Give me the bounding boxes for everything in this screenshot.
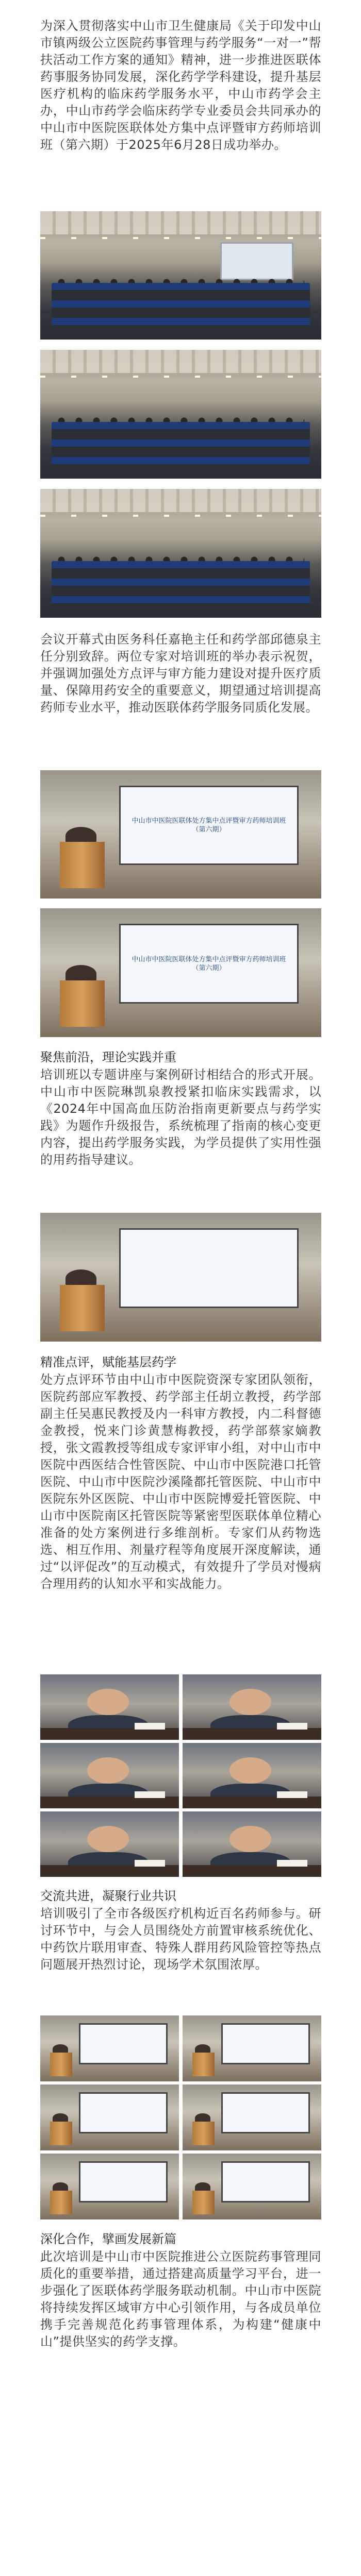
expert-photo-3	[40, 1743, 179, 1808]
presentation-photo-6	[183, 2154, 321, 2219]
expert-photo-1	[40, 1674, 179, 1740]
exchange-paragraph: 培训吸引了全市各级医疗机构近百名药师参与。研讨环节中，与会人员围绕处方前置审核系统优化、中药饮片联用审查、特殊人群用药风险管控等热点问题展开热烈讨论，现场学术氛围浓厚。	[40, 1906, 321, 1972]
future-paragraph: 此次培训是中山市中医院推进公立医院药事管理同质化的重要举措，通过搭建高质量学习平台，进一步强化了医联体药学服务联动机制。中山市中医院将持续发挥区域审方中心引领作用，与各成员单位携手完善规范化药事管理体系，为构建“健康中山”提供坚实的药学支撑。	[40, 2249, 321, 2349]
conference-hall-photo-1	[40, 211, 321, 340]
expert-photo-6	[183, 1811, 321, 1877]
expert-photo-4	[183, 1743, 321, 1808]
section-heading-exchange: 交流共进，凝聚行业共识	[40, 1889, 176, 1903]
theory-paragraph: 培训班以专题讲座与案例研讨相结合的形式开展。中山市中医院琳凯泉教授紧扣临床实践需求，以《2024年中国高血压防治指南更新要点与药学实践》为题作升级报告，系统梳理了指南的核心变更内容，提出药学服务实践，为学员提供了实用性强的用药指导建议。	[40, 1067, 321, 1167]
expert-photo-2	[183, 1674, 321, 1740]
presentation-photo-2	[183, 2015, 321, 2081]
slide-title: 中山市中医院医联体处方集中点评暨审方药师培训班（第六期）	[132, 817, 286, 834]
presentation-photo-1	[40, 2015, 179, 2081]
lecture-photo	[40, 1213, 321, 1342]
presentation-photo-4	[183, 2084, 321, 2150]
expert-photo-5	[40, 1811, 179, 1877]
review-paragraph: 处方点评环节由中山市中医院资深专家团队领衔，医院药部应军教授、药学部主任胡立教授，药学部副主任吴惠民教授及内一科审方教授，内二科督德金教授，悦来门诊黄慧梅教授，药学部蔡家嫡教授，张文霞教授等组成专家评审小组，对中山市中医院中西医结合性管医院、中山市中医院港口托管医院、中山市中医院沙溪隆都托管医院、中山市中医院东外区医院、中山市中医院博爱托管医院、中山市中医院南区托管医院等紧密型医联体单位精心准备的处方案例进行多维剖析。专家们从药物选选、相互作用、剂量疗程等角度展开深度解读，通过“以评促改”的互动模式，有效提升了学员对慢病合理用药的认知水平和实战能力。	[40, 1372, 321, 1591]
section-heading-future: 深化合作，擘画发展新篇	[40, 2232, 176, 2246]
section-heading-theory: 聚焦前沿，理论实践并重	[40, 1050, 176, 1064]
conference-hall-photo-2	[40, 350, 321, 479]
speech-photo-1	[40, 770, 321, 899]
speech-photo-2	[40, 908, 321, 1037]
section-heading-review: 精准点评，赋能基层药学	[40, 1355, 176, 1369]
slide-title: 中山市中医院医联体处方集中点评暨审方药师培训班（第六期）	[132, 955, 286, 972]
opening-paragraph: 会议开幕式由医务科任嘉艳主任和药学部邱德泉主任分别致辞。两位专家对培训班的举办表示祝贺，并强调加强处方点评与审方能力建设对提升医疗质量、保障用药安全的重要意义，期望通过培训提高药师专业水平，推动医联体药学服务同质化发展。	[40, 632, 321, 715]
presentation-photo-3	[40, 2084, 179, 2150]
conference-hall-photo-3	[40, 489, 321, 618]
intro-paragraph: 为深入贯彻落实中山市卫生健康局《关于印发中山市镇两级公立医院药事管理与药学服务“一对一”帮扶活动工作方案的通知》精神，进一步推进医联体药事服务协同发展，深化药学学科建设，提升基层医疗机构的临床药学服务水平，中山市药学会主办，中山市药学会临床药学专业委员会共同承办的中山市中医院医联体处方集中点评暨审方药师培训班（第六期）于2025年6月28日成功举办。	[40, 19, 321, 152]
presentation-photo-5	[40, 2154, 179, 2219]
